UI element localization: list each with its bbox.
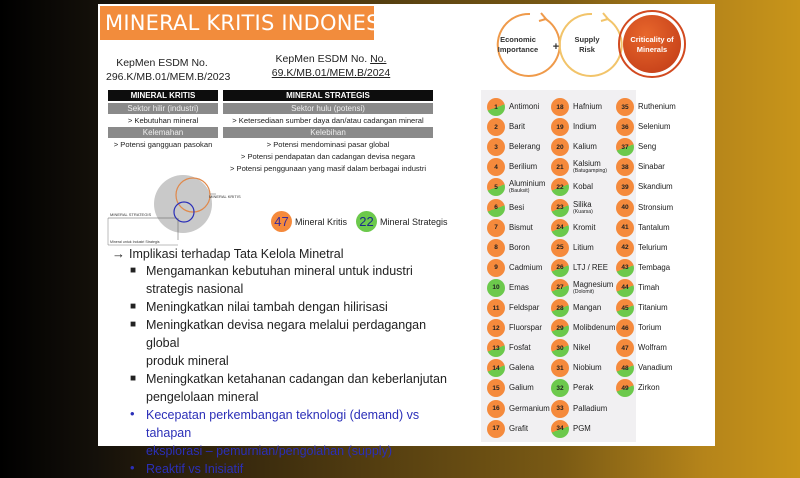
mineral-name: Germanium [509,403,550,413]
mineral-name: Sinabar [638,162,665,172]
mineral-name-wrap [638,103,676,111]
mineral-name-wrap [573,160,607,174]
mineral-name: Barit [509,122,526,132]
mineral-item [551,359,602,377]
mineral-item [551,279,613,297]
count-kritis-label: Mineral Kritis [295,216,348,227]
regulation-ref-2024 [226,52,436,80]
implications-section [112,246,462,478]
mineral-name: Kromit [573,222,596,232]
mineral-name-wrap [509,143,540,151]
mineral-name-wrap [573,103,602,111]
mineral-name: Timah [638,282,660,292]
mineral-name: Antimoni [509,102,540,111]
mineral-name: Kalsium [573,159,601,169]
mineral-name-wrap [509,264,542,272]
arrow-icon [539,13,546,21]
mineral-name: Grafit [509,423,529,433]
implication-text: Meningkatkan devisa negara melalui perdagangan global [146,318,427,350]
mineral-name: Wolfram [638,343,667,353]
ref-number: 69.K/MB.01/MEM.B/2024 [271,67,391,79]
mineral-number-badge: 17 [487,420,505,438]
mineral-item [616,219,670,237]
mineral-name-wrap [573,281,613,295]
mineral-item [551,379,593,397]
mineral-item [616,118,671,136]
mineral-subname: (Dolomit) [573,288,595,295]
criticality-diagram [478,4,708,82]
mineral-number-badge: 12 [487,319,505,337]
mineral-item [551,319,615,337]
mineral-name: Selenium [638,122,671,132]
mineral-name: Hafnium [573,102,603,111]
mineral-number-badge: 45 [616,299,634,317]
mineral-name: Mangan [573,303,602,312]
mineral-name: Zirkon [638,383,660,393]
implication-text: Mengamankan kebutuhan mineral untuk industri [146,264,413,278]
implication-text-cont: strategis nasional [146,282,244,296]
bullet-square-icon: ■ [130,265,137,276]
mineral-number-badge: 39 [616,178,634,196]
mineral-name-wrap [573,143,597,151]
bullet-dot-icon: • [130,460,135,475]
mineral-name: Boron [509,242,530,252]
strategis-sector-point: > Ketersediaan sumber daya dan/atau cadangan mineral [232,116,424,125]
economic-label: Economic [500,35,536,44]
mineral-number-badge: 7 [487,219,505,237]
mineral-number-badge: 46 [616,319,634,337]
mineral-item [616,319,661,337]
mineral-number-badge: 36 [616,118,634,136]
mineral-name: Molibdenum [573,323,616,333]
mineral-number-badge: 2 [487,118,505,136]
mineral-name: Vanadium [638,363,673,373]
mineral-number-badge: 16 [487,400,505,418]
supply-label: Supply [574,35,600,44]
mineral-name: Fosfat [509,343,531,353]
regulation-ref-2023 [106,56,231,84]
implication-text: Kecepatan perkembangan teknologi (demand) vs tahapan [146,408,420,440]
mineral-number-badge: 21 [551,158,569,176]
venn-industri-label: Mineral untuk Industri Strategis [110,240,160,244]
ref-number: 296.K/MB.01/MEM.B/2023 [106,71,231,83]
mineral-item [616,239,667,257]
bullet-square-icon: ■ [130,319,137,330]
mineral-number-badge: 3 [487,138,505,156]
mineral-name-wrap [638,384,660,392]
mineral-name: Silika [573,199,592,209]
mineral-name-wrap [573,264,608,272]
mineral-item [551,178,593,196]
mineral-item [616,359,673,377]
implication-item [130,370,462,406]
mineral-item [487,199,524,217]
mineral-item [487,400,550,418]
mineral-name-wrap [509,244,530,252]
mineral-item [487,158,537,176]
implications-list [130,262,462,478]
mineral-number-badge: 23 [551,199,569,217]
mineral-name: Palladium [573,403,608,413]
plus-icon: + [552,41,560,53]
mineral-name: Titanium [638,303,668,312]
mineral-item [487,379,534,397]
industri-circle [154,175,212,233]
mineral-name: LTJ / REE [573,262,608,272]
strategis-aspect: Kelebihan [223,127,433,138]
mineral-name: Kalium [573,142,597,152]
implication-text-cont: produk mineral [146,354,229,368]
mineral-item [487,339,531,357]
strategis-aspect-point: > Potensi mendominasi pasar global [266,140,390,149]
mineral-number-badge: 11 [487,299,505,317]
mineral-number-badge: 8 [487,239,505,257]
mineral-name: Telurium [638,242,668,252]
mineral-number-badge: 37 [616,138,634,156]
implication-text: Meningkatkan ketahanan cadangan dan keberlanjutan [146,372,447,386]
minerals-label: Minerals [636,45,668,54]
kritis-sector: Sektor hilir (industri) [108,103,218,114]
mineral-name-wrap [638,224,670,232]
strategis-sector: Sektor hulu (potensi) [223,103,433,114]
mineral-name: Nikel [573,343,591,353]
mineral-number-badge: 47 [616,339,634,357]
mineral-number-badge: 25 [551,239,569,257]
mineral-item [551,420,591,438]
mineral-number-badge: 49 [616,379,634,397]
mineral-name-wrap [573,405,607,413]
mineral-name-wrap [509,344,531,352]
mineral-item [487,359,534,377]
mineral-name-wrap [509,103,539,111]
mineral-number-badge: 5 [487,178,505,196]
mineral-number-badge: 14 [487,359,505,377]
mineral-number-badge: 4 [487,158,505,176]
mineral-item [551,239,594,257]
mineral-name-wrap [638,304,668,312]
mineral-name-wrap [573,344,590,352]
mineral-name: Feldspar [509,303,540,312]
kritis-aspect-point: > Potensi gangguan pasokan [113,140,213,149]
mineral-subname: (Bauksit) [509,188,530,195]
mineral-number-badge: 19 [551,118,569,136]
mineral-name-wrap [509,425,528,433]
mineral-number-badge: 38 [616,158,634,176]
bullet-square-icon: ■ [130,373,137,384]
mineral-name-wrap [509,204,524,212]
mineral-item [551,118,596,136]
mineral-name: Litium [573,242,594,252]
mineral-item [487,299,539,317]
mineral-item [616,299,668,317]
mineral-item [551,219,596,237]
mineral-name-wrap [638,364,673,372]
mineral-item [487,259,542,277]
mineral-item [616,98,676,116]
ref-no: No. [370,53,387,65]
mineral-name: Bismut [509,222,533,232]
mineral-number-badge: 48 [616,359,634,377]
kritis-sector-point: > Kebutuhan mineral [127,116,199,125]
mineral-name-wrap [638,264,670,272]
mineral-name: Cadmium [509,262,543,272]
mineral-item [616,199,673,217]
mineral-name-wrap [509,284,529,292]
arrow-right-icon: → [112,246,125,261]
kritis-header: MINERAL KRITIS [108,90,218,101]
strategis-header: MINERAL STRATEGIS [223,90,433,101]
mineral-name: Aluminium [509,179,546,189]
mineral-name-wrap [509,384,534,392]
mineral-name-wrap [638,163,665,171]
mineral-name-wrap [638,284,659,292]
mineral-name: Besi [509,202,525,212]
mineral-number-badge: 34 [551,420,569,438]
mineral-number-badge: 32 [551,379,569,397]
mineral-name: PGM [573,423,591,433]
mineral-name: Tantalum [638,222,670,232]
mineral-item [616,259,670,277]
risk-label: Risk [579,45,595,54]
mineral-number-badge: 26 [551,259,569,277]
importance-label: Importance [497,45,539,54]
mineral-item [616,138,656,156]
mineral-number-badge: 10 [487,279,505,297]
mineral-name-wrap [509,324,542,332]
mineral-number-badge: 42 [616,239,634,257]
mineral-item [551,158,607,176]
mineral-number-badge: 40 [616,199,634,217]
count-kritis-number: 47 [271,211,292,232]
mineral-item [616,379,660,397]
count-strategis [356,211,448,232]
mineral-number-badge: 41 [616,219,634,237]
venn-diagram [98,174,268,249]
implications-title: Implikasi terhadap Tata Kelola Minetral [129,247,344,261]
mineral-name-wrap [509,224,533,232]
venn-strategis-label: MINERAL STRATEGIS [110,212,152,217]
bullet-square-icon: ■ [130,301,137,312]
mineral-number-badge: 1 [487,98,505,116]
implication-item [130,316,462,370]
mineral-name-wrap [638,143,656,151]
mineral-name-wrap [509,180,545,194]
mineral-name-wrap [638,344,667,352]
mineral-item [487,138,540,156]
mineral-name-wrap [573,425,591,433]
strategis-aspect-point: > Potensi pendapatan dan cadangan devisa negara [240,152,416,161]
mineral-name-wrap [573,183,593,191]
mineral-number-badge: 31 [551,359,569,377]
mineral-item [551,199,593,217]
mineral-name-wrap [638,183,673,191]
mineral-name: Fluorspar [509,323,542,333]
mineral-item [487,178,545,196]
count-strategis-label: Mineral Strategis [380,216,448,227]
mineral-name: Skandium [638,182,673,192]
mineral-item [616,158,665,176]
mineral-number-badge: 20 [551,138,569,156]
mineral-list-panel [481,90,676,442]
implication-item [130,460,462,478]
mineral-item [551,339,590,357]
mineral-name-wrap [509,304,539,312]
mineral-number-badge: 30 [551,339,569,357]
criticality-label: Criticality of [630,35,674,44]
mineral-item [616,279,659,297]
mineral-name: Seng [638,142,657,152]
mineral-number-badge: 43 [616,259,634,277]
mineral-item [551,98,602,116]
mineral-name: Niobium [573,363,602,373]
mineral-item [551,400,607,418]
mineral-name: Galena [509,363,535,373]
mineral-item [487,279,529,297]
strategis-aspect-point: > Potensi penggunaan yang masif dalam berbagai industri [229,164,427,173]
mineral-name-wrap [573,244,594,252]
mineral-number-badge: 13 [487,339,505,357]
mineral-item [551,138,597,156]
mineral-name: Emas [509,282,529,292]
implication-text: Reaktif vs Inisiatif [146,462,244,476]
count-strategis-number: 22 [356,211,377,232]
implication-item [130,262,462,298]
mineral-item [487,219,533,237]
mineral-name-wrap [509,123,525,131]
ref-line: KepMen ESDM No. [116,57,208,69]
implication-text-cont: eksplorasi – pemurnian/pengolahan (supply) [146,444,392,458]
mineral-name-wrap [638,324,661,332]
mineral-item [487,98,539,116]
mineral-name-wrap [573,384,593,392]
mineral-item [551,259,608,277]
mineral-item [551,299,601,317]
mineral-name-wrap [573,123,596,131]
mineral-name: Tembaga [638,262,671,272]
ref-text: KepMen ESDM No. [275,53,371,65]
mineral-number-badge: 6 [487,199,505,217]
mineral-name: Galium [509,383,534,393]
mineral-name: Stronsium [638,202,674,212]
slide-title: MINERAL KRITIS INDONESIA [100,6,374,40]
mineral-item [487,319,542,337]
bullet-dot-icon: • [130,406,135,421]
mineral-number-badge: 24 [551,219,569,237]
mineral-name-wrap [509,405,550,413]
mineral-number-badge: 9 [487,259,505,277]
mineral-item [616,339,667,357]
ref-line [226,52,436,66]
mineral-name-wrap [638,204,673,212]
mineral-name: Indium [573,122,597,132]
mineral-name-wrap [509,364,534,372]
mineral-number-badge: 44 [616,279,634,297]
mineral-name-wrap [573,324,615,332]
mineral-number-badge: 18 [551,98,569,116]
slide [98,4,715,476]
mineral-subname: (Batugamping) [573,168,608,175]
kritis-aspect: Kelemahan [108,127,218,138]
venn-kritis-label: MINERAL KRITIS [209,194,241,199]
mineral-item [487,118,525,136]
mineral-name: Berilium [509,162,538,172]
mineral-name-wrap [638,244,667,252]
mineral-number-badge: 28 [551,299,569,317]
mineral-number-badge: 15 [487,379,505,397]
mineral-number-badge: 27 [551,279,569,297]
count-kritis [271,211,347,232]
mineral-name-wrap [573,364,602,372]
result-circle [623,15,681,73]
mineral-name-wrap [509,163,537,171]
mineral-name-wrap [573,224,596,232]
mineral-name: Magnesium [573,279,614,289]
mineral-name-wrap [573,304,601,312]
mineral-item [616,178,673,196]
mineral-number-badge: 29 [551,319,569,337]
mineral-name: Kobal [573,182,593,192]
implication-item [130,298,462,316]
mineral-name-wrap [573,201,593,215]
mineral-name: Ruthenium [638,102,676,111]
mineral-name: Perak [573,383,594,393]
implication-text: Meningkatkan nilai tambah dengan hilirisasi [146,300,388,314]
mineral-item [487,420,528,438]
arrow-icon [601,13,608,21]
implications-heading [112,246,462,262]
mineral-item [487,239,530,257]
mineral-number-badge: 33 [551,400,569,418]
mineral-name: Torium [638,323,662,333]
implication-text-cont: pengelolaan mineral [146,390,259,404]
mineral-name-wrap [638,123,671,131]
mineral-subname: (Kuarsa) [573,208,593,215]
mineral-number-badge: 35 [616,98,634,116]
implication-item [130,406,462,460]
mineral-number-badge: 22 [551,178,569,196]
mineral-name: Belerang [509,142,541,152]
